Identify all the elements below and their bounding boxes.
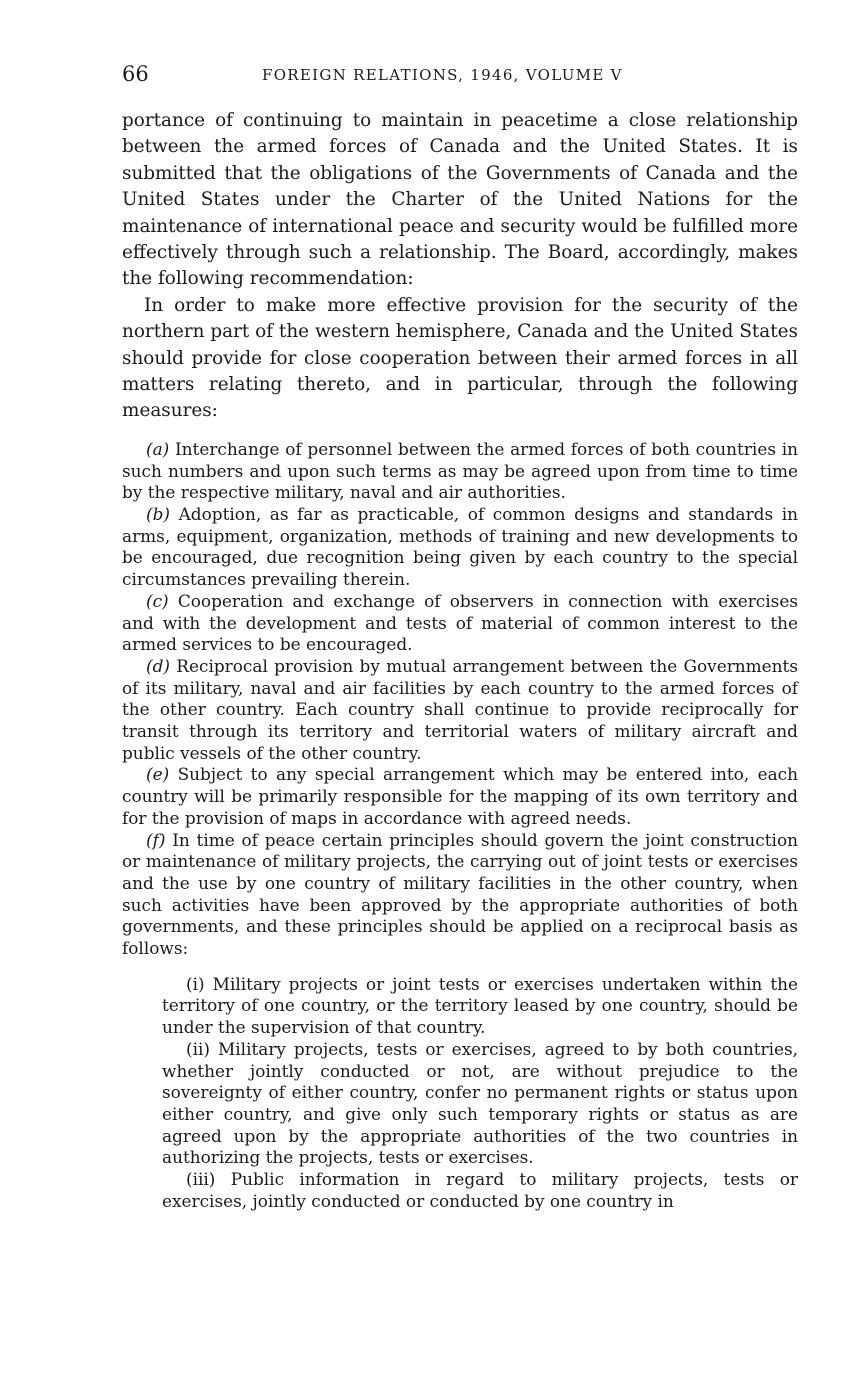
measure-text: Reciprocal provision by mutual arrangement between the Governments of its military, naval and air facilities by each country to the armed forces of the other country. Each country shall continue to provide reciprocally for transit through its territory and territorial waters of military aircraft and public vessels of the other country. xyxy=(122,655,798,763)
measure-text: Subject to any special arrangement which may be entered into, each country will be primarily responsible for the mapping of its own territory and for the provision of maps in accordance with agreed needs. xyxy=(122,764,798,828)
measure-f xyxy=(122,830,798,960)
principle-numeral: (i) xyxy=(186,973,205,994)
measure-text: Adoption, as far as practicable, of common designs and standards in arms, equipment, organization, methods of training and new developments to be encouraged, due recognition being given by each country to the special circumstances prevailing therein. xyxy=(122,503,799,590)
principle-iii xyxy=(162,1169,798,1212)
page-number: 66 xyxy=(122,62,149,86)
principle-text: Public information in regard to military projects, tests or exercises, jointly conducted or conducted by one country in xyxy=(162,1169,798,1211)
measure-letter: (d) xyxy=(146,655,170,676)
measure-letter: (f) xyxy=(146,829,166,850)
measure-e xyxy=(122,764,798,829)
measure-c xyxy=(122,591,798,656)
measure-d xyxy=(122,656,798,765)
principle-text: Military projects, tests or exercises, agreed to by both countries, whether jointly conducted or not, are without prejudice to the sovereignty of either country, confer no permanent rights or status upon either country, and give only such temporary rights or status as are agreed upon by the appropriate authorities of the two countries in authorizing the projects, tests or exercises. xyxy=(162,1038,798,1168)
measure-letter: (a) xyxy=(146,438,170,459)
running-title: FOREIGN RELATIONS, 1946, VOLUME V xyxy=(262,66,623,84)
page-body xyxy=(122,108,798,1212)
measure-text: Interchange of personnel between the armed forces of both countries in such numbers and upon such terms as may be agreed upon from time to time by the respective military, naval and air authorities. xyxy=(122,438,798,503)
principle-i xyxy=(162,974,798,1039)
principle-ii xyxy=(162,1039,798,1169)
measure-letter: (b) xyxy=(146,503,170,524)
recommendation-paragraph: In order to make more effective provision for the security of the northern part of the western hemisphere, Canada and the United States should provide for close cooperation between their armed forces in all matters relating thereto, and in particular, through the following measures: xyxy=(122,294,798,422)
principle-numeral: (iii) xyxy=(186,1169,216,1190)
intro-paragraph: portance of continuing to maintain in peacetime a close relationship between the armed forces of Canada and the United States. It is submitted that the obligations of the Governments of Canada and the United States under the Charter of the United Nations for the maintenance of international peace and security would be fulfilled more effectively through such a relationship. The Board, accordingly, makes the following recommendation: xyxy=(122,110,798,290)
running-head xyxy=(122,62,798,92)
measure-a xyxy=(122,439,798,504)
principle-numeral: (ii) xyxy=(186,1038,210,1059)
measure-letter: (e) xyxy=(146,764,170,785)
measure-letter: (c) xyxy=(146,590,169,611)
measure-text: In time of peace certain principles should govern the joint construction or maintenance of military projects, the carrying out of joint tests or exercises and the use by one country of military facilities in the other country, when such activities have been approved by the appropriate authorities of both governments, and these principles should be applied on a reciprocal basis as follows: xyxy=(122,829,798,959)
measure-b xyxy=(122,504,798,591)
principle-text: Military projects or joint tests or exercises undertaken within the territory of one country, or the territory leased by one country, should be under the supervision of that country. xyxy=(162,973,798,1038)
measure-text: Cooperation and exchange of observers in connection with exercises and with the development and tests of material of common interest to the armed services to be encouraged. xyxy=(122,590,799,655)
